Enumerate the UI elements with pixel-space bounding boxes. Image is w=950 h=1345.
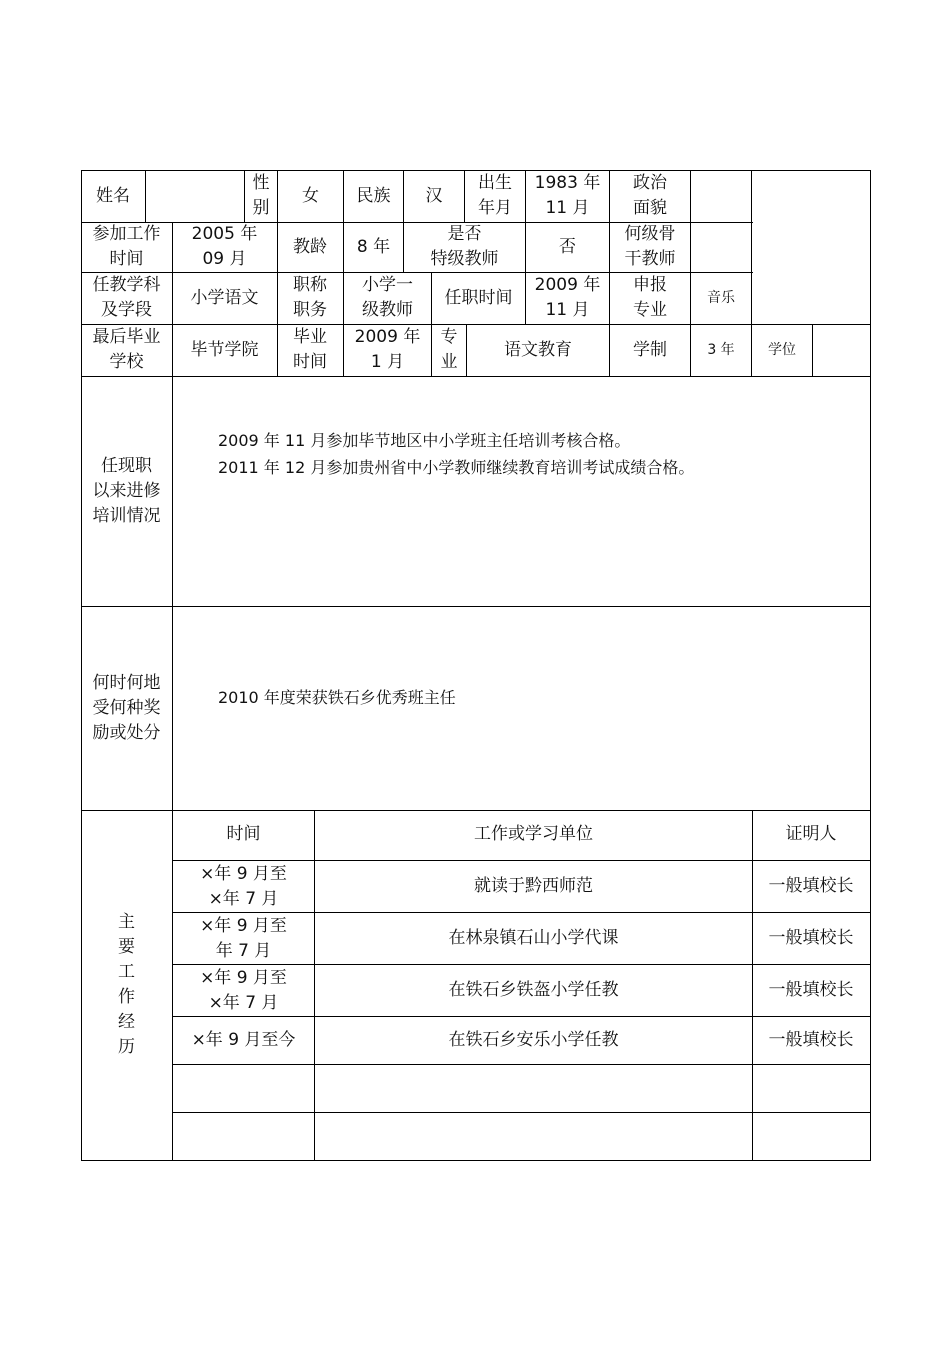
degree-value[interactable]	[813, 324, 869, 376]
apply-major-label: 申报 专业	[633, 275, 667, 320]
grid-hline	[81, 376, 871, 377]
gender-value[interactable]: 女	[302, 185, 319, 206]
gender-label: 性 别	[252, 173, 270, 218]
experience-unit-header: 工作或学习单位	[474, 824, 593, 844]
training-text[interactable]: 2009 年 11 月参加毕节地区中小学班主任培训考核合格。 2011 年 12 月参加贵州省中小学教师继续教育培训考试成绩合格。	[218, 431, 695, 477]
grad-time-value[interactable]: 2009 年 1 月	[354, 327, 421, 372]
grid-hline	[81, 606, 871, 607]
backbone-label: 何级骨 干教师	[624, 224, 676, 269]
experience-time-cell[interactable]	[173, 1113, 314, 1160]
apply-major-value[interactable]: 音乐	[707, 289, 735, 306]
experience-time-cell[interactable]: ×年 9 月至 ×年 7 月	[200, 967, 287, 1013]
experience-time-cell[interactable]	[173, 1065, 314, 1112]
teaching-years-label: 教龄	[293, 236, 327, 257]
experience-witness-header: 证明人	[785, 824, 837, 844]
experience-unit-cell[interactable]: 在林泉镇石山小学代课	[448, 928, 619, 948]
awards-label: 何时何地 受何种奖 励或处分	[92, 672, 161, 743]
training-label: 任现职 以来进修 培训情况	[92, 455, 161, 526]
name-label: 姓名	[96, 185, 130, 206]
duration-label: 学制	[633, 339, 667, 360]
duration-value[interactable]: 3 年	[707, 341, 735, 358]
experience-witness-cell[interactable]	[753, 1113, 869, 1160]
experience-unit-cell[interactable]: 在铁石乡铁盔小学任教	[448, 980, 619, 1000]
subject-label: 任教学科 及学段	[92, 275, 161, 320]
experience-unit-cell[interactable]: 在铁石乡安乐小学任教	[448, 1030, 619, 1050]
work-start-label: 参加工作 时间	[92, 224, 161, 269]
subject-value[interactable]: 小学语文	[190, 287, 259, 308]
experience-witness-cell[interactable]: 一般填校长	[768, 876, 854, 896]
political-label: 政治 面貌	[633, 173, 667, 218]
experience-time-cell[interactable]: ×年 9 月至 年 7 月	[200, 915, 287, 961]
appoint-time-value[interactable]: 2009 年 11 月	[534, 275, 601, 320]
name-value[interactable]	[146, 170, 244, 222]
grad-time-label: 毕业 时间	[293, 327, 327, 372]
experience-unit-cell[interactable]: 就读于黔西师范	[474, 876, 593, 896]
birth-label: 出生 年月	[478, 173, 512, 218]
experience-label: 主 要 工 作 经 历	[118, 912, 135, 1057]
experience-unit-cell[interactable]	[315, 1113, 752, 1160]
ethnicity-value[interactable]: 汉	[425, 185, 443, 206]
experience-time-cell[interactable]: ×年 9 月至今	[191, 1030, 296, 1050]
title-label: 职称 职务	[293, 275, 327, 320]
experience-unit-cell[interactable]	[315, 1065, 752, 1112]
appoint-time-label: 任职时间	[444, 287, 513, 308]
special-grade-label: 是否 特级教师	[430, 224, 499, 269]
experience-witness-cell[interactable]	[753, 1065, 869, 1112]
birth-value[interactable]: 1983 年 11 月	[534, 173, 601, 218]
school-label: 最后毕业 学校	[92, 327, 161, 372]
work-start-value[interactable]: 2005 年 09 月	[191, 224, 258, 269]
degree-label: 学位	[768, 341, 796, 358]
experience-witness-cell[interactable]: 一般填校长	[768, 980, 854, 1000]
teaching-years-value[interactable]: 8 年	[356, 236, 391, 257]
title-value[interactable]: 小学一 级教师	[362, 275, 413, 320]
awards-text[interactable]: 2010 年度荣获铁石乡优秀班主任	[218, 688, 456, 707]
experience-time-cell[interactable]: ×年 9 月至 ×年 7 月	[200, 863, 287, 909]
grid-vline	[870, 170, 871, 1161]
backbone-value[interactable]	[691, 222, 751, 272]
major-value[interactable]: 语文教育	[504, 339, 572, 360]
experience-witness-cell[interactable]: 一般填校长	[768, 1030, 854, 1050]
major-label: 专 业	[440, 327, 458, 372]
special-grade-value[interactable]: 否	[559, 236, 576, 257]
experience-time-header: 时间	[226, 824, 261, 844]
political-value[interactable]	[691, 170, 751, 222]
experience-witness-cell[interactable]: 一般填校长	[768, 928, 854, 948]
school-value[interactable]: 毕节学院	[190, 339, 259, 360]
ethnicity-label: 民族	[356, 185, 391, 206]
